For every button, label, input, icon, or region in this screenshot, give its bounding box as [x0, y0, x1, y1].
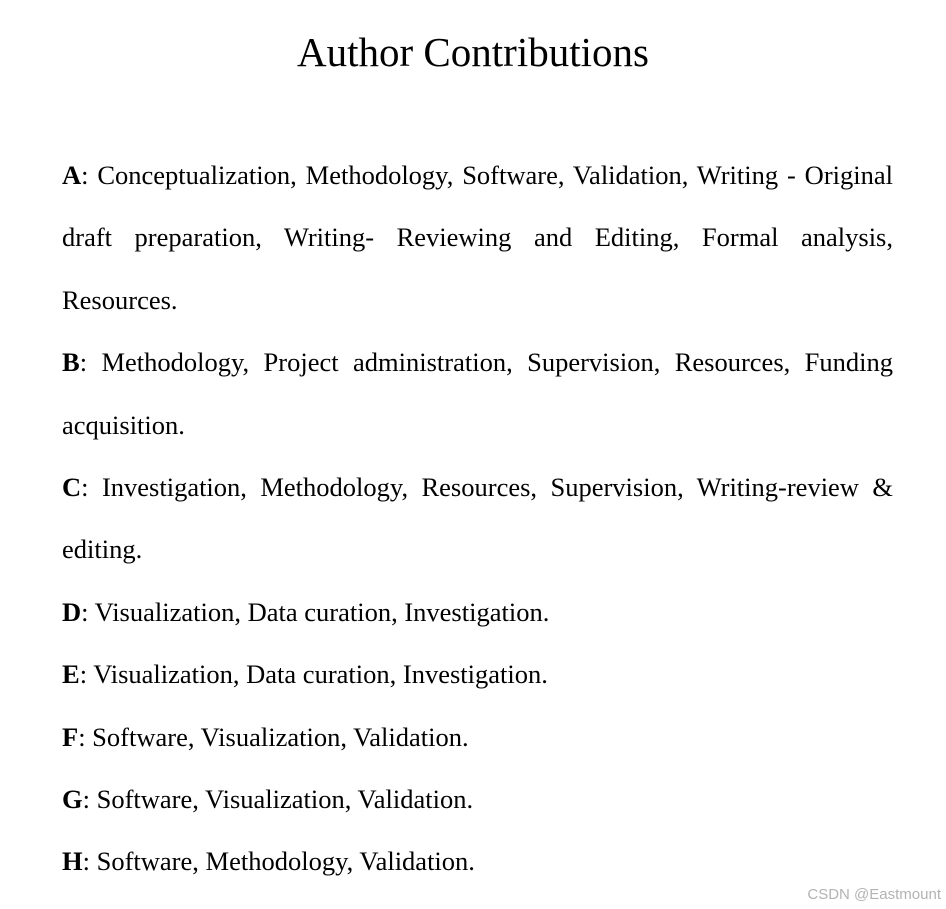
page-title: Author Contributions: [297, 29, 649, 75]
author-letter: H: [62, 846, 83, 877]
author-roles: : Software, Visualization, Validation.: [82, 784, 474, 815]
contribution-f: [62, 706, 893, 768]
author-letter: D: [62, 596, 82, 627]
author-letter: G: [62, 784, 83, 815]
contribution-h: [62, 830, 893, 892]
contribution-list: [62, 144, 893, 893]
contribution-g: [62, 768, 893, 830]
contribution-e: [62, 643, 893, 705]
author-roles: : Methodology, Project administration, Supervision, Resources, Funding acquisition.: [62, 347, 893, 440]
author-letter: B: [62, 347, 80, 378]
contribution-c: [62, 456, 893, 581]
contribution-b: [62, 331, 893, 456]
author-letter: F: [62, 721, 79, 752]
author-letter: C: [62, 472, 82, 503]
author-roles: : Investigation, Methodology, Resources, Supervision, Writing-review & editing.: [62, 472, 893, 565]
author-letter: E: [62, 659, 80, 690]
author-roles: : Conceptualization, Methodology, Software, Validation, Writing - Original draft preparation, Writing- Reviewing and Editing, Formal analysis, Resources.: [62, 160, 893, 315]
author-letter: A: [62, 160, 82, 190]
author-roles: : Visualization, Data curation, Investigation.: [79, 659, 548, 690]
watermark: CSDN @Eastmount: [807, 886, 941, 903]
contribution-a: [62, 144, 893, 331]
author-roles: : Software, Methodology, Validation.: [82, 846, 475, 877]
contribution-d: [62, 581, 893, 643]
author-roles: : Visualization, Data curation, Investigation.: [81, 596, 550, 627]
author-roles: : Software, Visualization, Validation.: [78, 721, 469, 752]
